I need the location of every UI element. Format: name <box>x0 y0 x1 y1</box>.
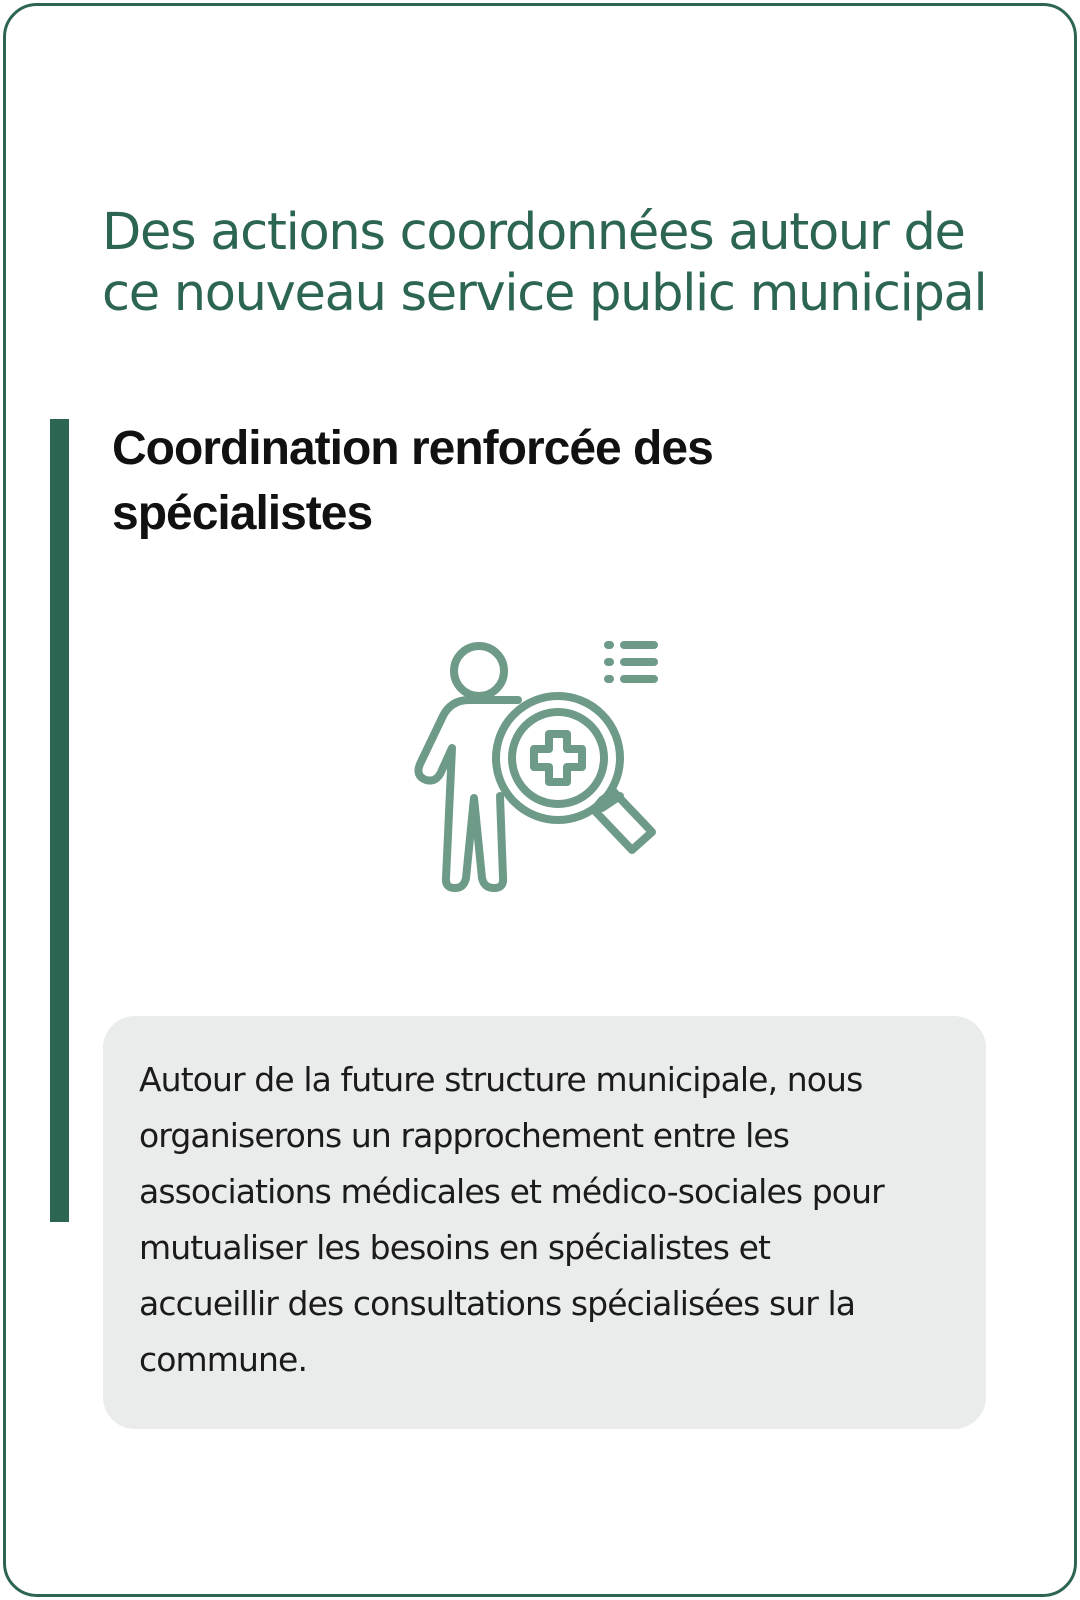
section-title <box>112 416 912 546</box>
description-line: accueillir des consultations spécialisées sur la <box>139 1284 856 1323</box>
description-line: organiserons un rapprochement entre les <box>139 1116 790 1155</box>
description-box <box>103 1016 986 1429</box>
section-title-line: spécialistes <box>112 487 373 540</box>
page-title <box>102 202 1042 324</box>
page-title-line: ce nouveau service public municipal <box>102 264 987 323</box>
info-card <box>3 3 1077 1597</box>
description-line: Autour de la future structure municipale, nous <box>139 1060 863 1099</box>
description-line: commune. <box>139 1340 308 1379</box>
specialist-search-icon <box>406 636 676 916</box>
description-line: mutualiser les besoins en spécialistes et <box>139 1228 771 1267</box>
description-text <box>139 1052 969 1388</box>
section-accent-bar <box>50 419 69 1222</box>
page-title-line: Des actions coordonnées autour de <box>102 203 965 262</box>
description-line: associations médicales et médico-sociales pour <box>139 1172 884 1211</box>
section-title-line: Coordination renforcée des <box>112 422 713 475</box>
